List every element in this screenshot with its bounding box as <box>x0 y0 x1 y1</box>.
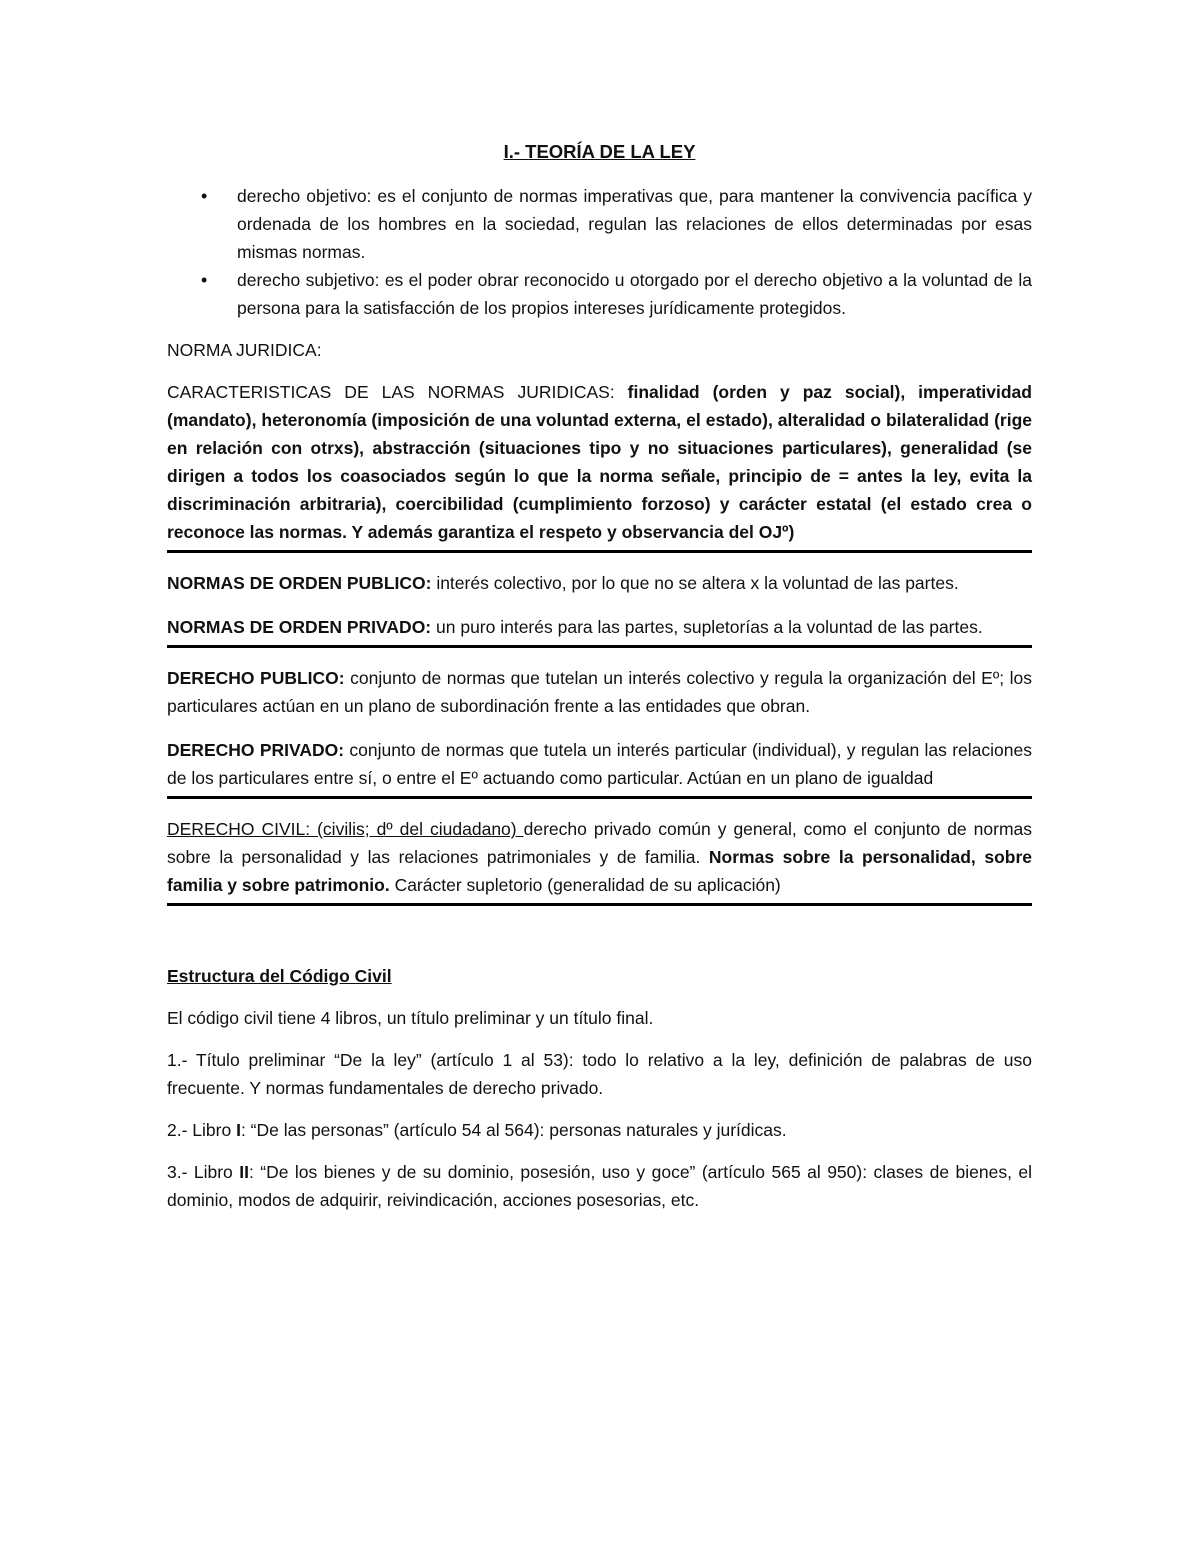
item3-text: : “De los bienes y de su dominio, posesión, uso y goce” (artículo 565 al 950): clases de bienes, el dominio, modos de adquirir, reivindicación, acciones posesorias, etc. <box>167 1162 1032 1210</box>
list-item <box>167 182 1032 266</box>
list-item <box>167 266 1032 322</box>
document-title: I.- TEORÍA DE LA LEY <box>503 141 696 162</box>
bullet-list <box>167 182 1032 322</box>
estructura-item-2 <box>167 1116 1032 1144</box>
orden-privado-label: NORMAS DE ORDEN PRIVADO: <box>167 617 432 637</box>
bullet-icon: • <box>201 270 208 290</box>
derecho-civil-tail: Carácter supletorio (generalidad de su aplicación) <box>389 875 781 895</box>
estructura-heading: Estructura del Código Civil <box>167 966 392 986</box>
derecho-privado-label: DERECHO PRIVADO: <box>167 740 345 760</box>
orden-privado-paragraph <box>167 613 1032 648</box>
estructura-intro: El código civil tiene 4 libros, un título preliminar y un título final. <box>167 1008 654 1028</box>
derecho-civil-paragraph <box>167 815 1032 906</box>
item2-bold: I <box>236 1120 241 1140</box>
bullet-icon: • <box>201 186 208 206</box>
bullet-text: derecho subjetivo: es el poder obrar reconocido u otorgado por el derecho objetivo a la voluntad de la persona para la satisfacción de los propios intereses jurídicamente protegidos. <box>237 270 1032 318</box>
derecho-civil-bold: Normas sobre la personalidad, sobre familia y sobre patrimonio. <box>167 847 1032 895</box>
estructura-item-3 <box>167 1158 1032 1214</box>
derecho-privado-paragraph <box>167 736 1032 799</box>
derecho-civil-label: DERECHO CIVIL: (civilis; dº del ciudadano) <box>167 819 524 839</box>
derecho-privado-text: conjunto de normas que tutela un interés particular (individual), y regulan las relaciones de los particulares entre sí, o entre el Eº actuando como particular. Actúan en un plano de igualdad <box>167 740 1032 788</box>
orden-publico-text: interés colectivo, por lo que no se altera x la voluntad de las partes. <box>431 573 959 593</box>
document-page <box>167 138 1032 1214</box>
item2-prefix: 2.- Libro <box>167 1120 237 1140</box>
derecho-publico-label: DERECHO PUBLICO: <box>167 668 345 688</box>
bullet-text: derecho objetivo: es el conjunto de normas imperativas que, para mantener la convivencia pacífica y ordenada de los hombres en la sociedad, regulan las relaciones de ellos determinadas por esas mismas normas. <box>237 186 1032 262</box>
orden-publico-label: NORMAS DE ORDEN PUBLICO: <box>167 573 432 593</box>
caracteristicas-paragraph <box>167 378 1032 553</box>
caracteristicas-text: finalidad (orden y paz social), imperatividad (mandato), heteronomía (imposición de una voluntad externa, el estado), alteralidad o bilateralidad (rige en relación con otrxs), abstracción (situaciones tipo y no situaciones particulares), generalidad (se dirigen a todos los coasociados según lo que la norma señale, principio de = antes la ley, evita la discriminación arbitraria), coercibilidad (cumplimiento forzoso) y carácter estatal (el estado crea o reconoce las normas. Y además garantiza el respeto y observancia del OJº) <box>167 382 1032 542</box>
orden-publico-paragraph <box>167 569 1032 597</box>
derecho-civil-text: derecho privado común y general, como el conjunto de normas sobre la personalidad y las relaciones patrimoniales y de familia. <box>167 819 1033 867</box>
caracteristicas-label: CARACTERISTICAS DE LAS NORMAS JURIDICAS: <box>167 382 615 402</box>
derecho-publico-text: conjunto de normas que tutelan un interés colectivo y regula la organización del Eº; los particulares actúan en un plano de subordinación frente a las entidades que obran. <box>167 668 1032 716</box>
item3-bold: II <box>239 1162 249 1182</box>
item3-prefix: 3.- Libro <box>167 1162 240 1182</box>
norma-juridica-label: NORMA JURIDICA: <box>167 340 322 360</box>
derecho-publico-paragraph <box>167 664 1032 720</box>
estructura-item-1: 1.- Título preliminar “De la ley” (artículo 1 al 53): todo lo relativo a la ley, definición de palabras de uso frecuente. Y normas fundamentales de derecho privado. <box>167 1050 1032 1098</box>
item2-text: : “De las personas” (artículo 54 al 564): personas naturales y jurídicas. <box>240 1120 787 1140</box>
orden-privado-text: un puro interés para las partes, supletorías a la voluntad de las partes. <box>431 617 983 637</box>
